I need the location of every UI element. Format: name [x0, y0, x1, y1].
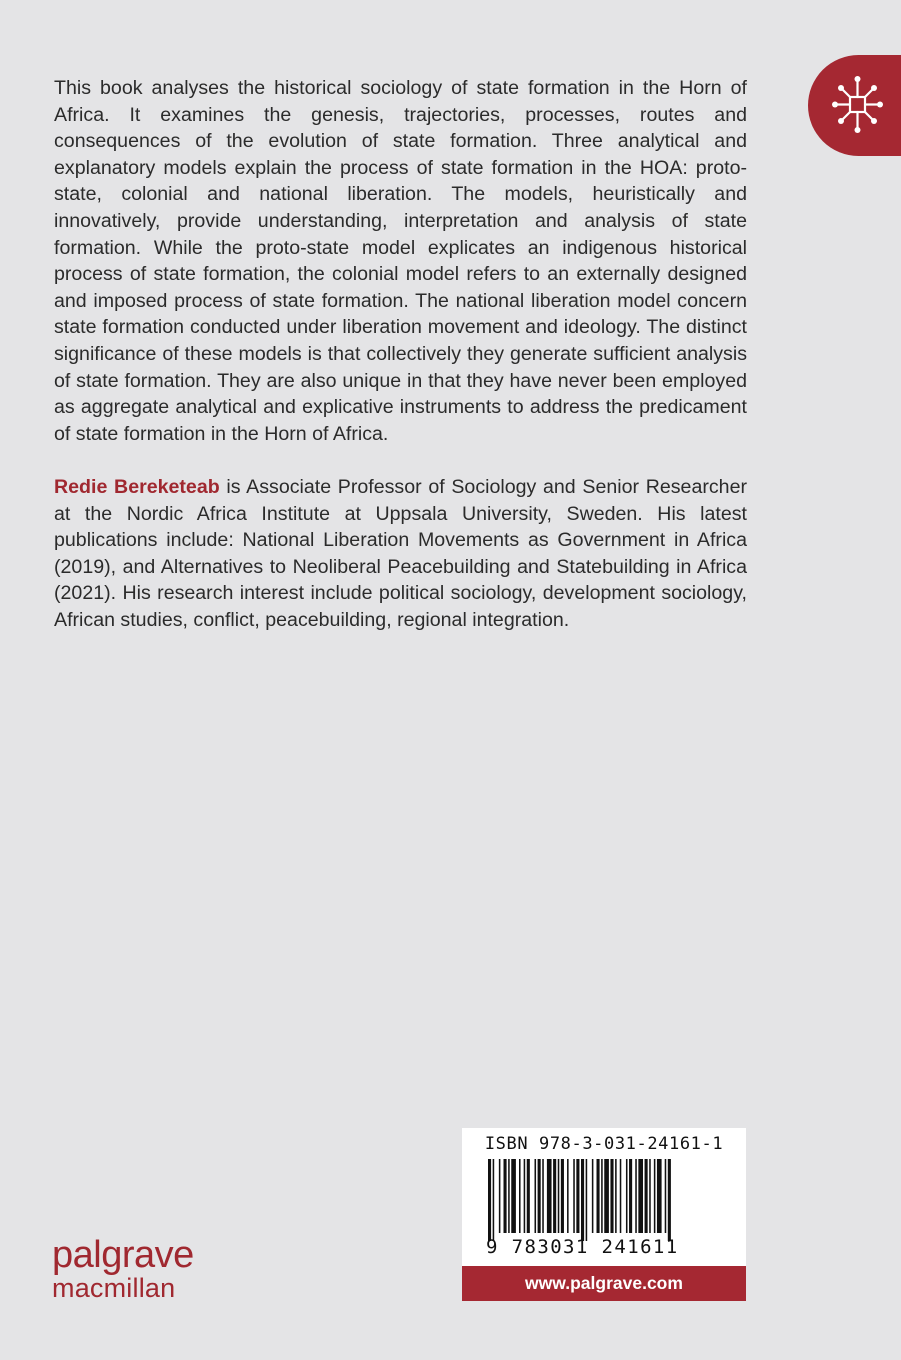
publisher-logo [52, 1236, 194, 1302]
barcode-bar [561, 1159, 564, 1233]
barcode-bar [597, 1159, 600, 1233]
barcode-bar [645, 1159, 648, 1233]
barcode-bar [511, 1159, 516, 1233]
barcode-bar [538, 1159, 541, 1233]
barcode-bar [504, 1159, 507, 1233]
barcode-bar [553, 1159, 556, 1233]
barcode-bar [665, 1159, 667, 1233]
author-bio-text: is Associate Professor of Sociology and Senior Researcher at the Nordic Africa Institute at Uppsala University, Sweden. His latest publications include: National Liberation Movements as Government in Africa (2019), and Alternatives to Neoliberal Peacebuilding and Statebuilding in Africa (2021). His research interest include political sociology, development sociology, African studies, conflict, peacebuilding, regional integration. [54, 476, 747, 631]
barcode-bar [615, 1159, 617, 1233]
barcode-bar [567, 1159, 569, 1233]
barcode-bar [519, 1159, 521, 1233]
publisher-name-line1: palgrave [52, 1234, 194, 1276]
publisher-website: www.palgrave.com [462, 1266, 746, 1301]
barcode-bars [488, 1159, 720, 1241]
barcode-bar [573, 1159, 575, 1233]
barcode-bar [542, 1159, 544, 1233]
barcode-bar [620, 1159, 622, 1233]
barcode-block [462, 1128, 746, 1266]
barcode-bar [629, 1159, 632, 1233]
isbn-label: ISBN 978-3-031-24161-1 [484, 1134, 724, 1154]
barcode-bar [586, 1159, 588, 1241]
barcode-bar [626, 1159, 628, 1233]
barcode-bar [488, 1159, 491, 1241]
barcode-bar [576, 1159, 579, 1233]
barcode-bar [592, 1159, 594, 1233]
barcode-bar [610, 1159, 613, 1233]
barcode-bar [547, 1159, 552, 1233]
barcode-bar [657, 1159, 662, 1233]
network-node-icon [830, 69, 886, 141]
barcode-bar [535, 1159, 537, 1233]
barcode-digits: 9 783031 241611 [486, 1236, 679, 1258]
barcode-bar [638, 1159, 643, 1233]
barcode-bar [499, 1159, 501, 1233]
barcode-bar [524, 1159, 526, 1233]
barcode-bar [649, 1159, 651, 1233]
series-badge [808, 55, 901, 156]
publisher-name-line2: macmillan [52, 1273, 176, 1303]
author-bio [54, 474, 747, 634]
barcode-bar [654, 1159, 656, 1233]
barcode-bar [508, 1159, 510, 1233]
barcode-bar [493, 1159, 495, 1241]
barcode-bar [604, 1159, 609, 1233]
barcode-bar [558, 1159, 560, 1233]
barcode-bar [601, 1159, 603, 1233]
author-name: Redie Bereketeab [54, 476, 220, 498]
barcode-bar [527, 1159, 530, 1233]
barcode-bar [668, 1159, 671, 1241]
barcode-bar [581, 1159, 584, 1241]
back-cover-blurb: This book analyses the historical sociology of state formation in the Horn of Africa. It examines the genesis, trajectories, processes, routes and consequences of the evolution of state formation. Three analytical and explanatory models explain the process of state formation in the HOA: proto-state, colonial and national liberation. The models, heuristically and innovatively, provide understanding, interpretation and analysis of state formation. While the proto-state model explicates an indigenous historical process of state formation, the colonial model refers to an externally designed and imposed process of state formation. The national liberation model concern state formation conducted under liberation movement and ideology. The distinct significance of these models is that collectively they generate sufficient analysis of state formation. They are also unique in that they have never been employed as aggregate analytical and explicative instruments to address the predicament of state formation in the Horn of Africa. [54, 77, 747, 445]
barcode-bar [635, 1159, 637, 1233]
